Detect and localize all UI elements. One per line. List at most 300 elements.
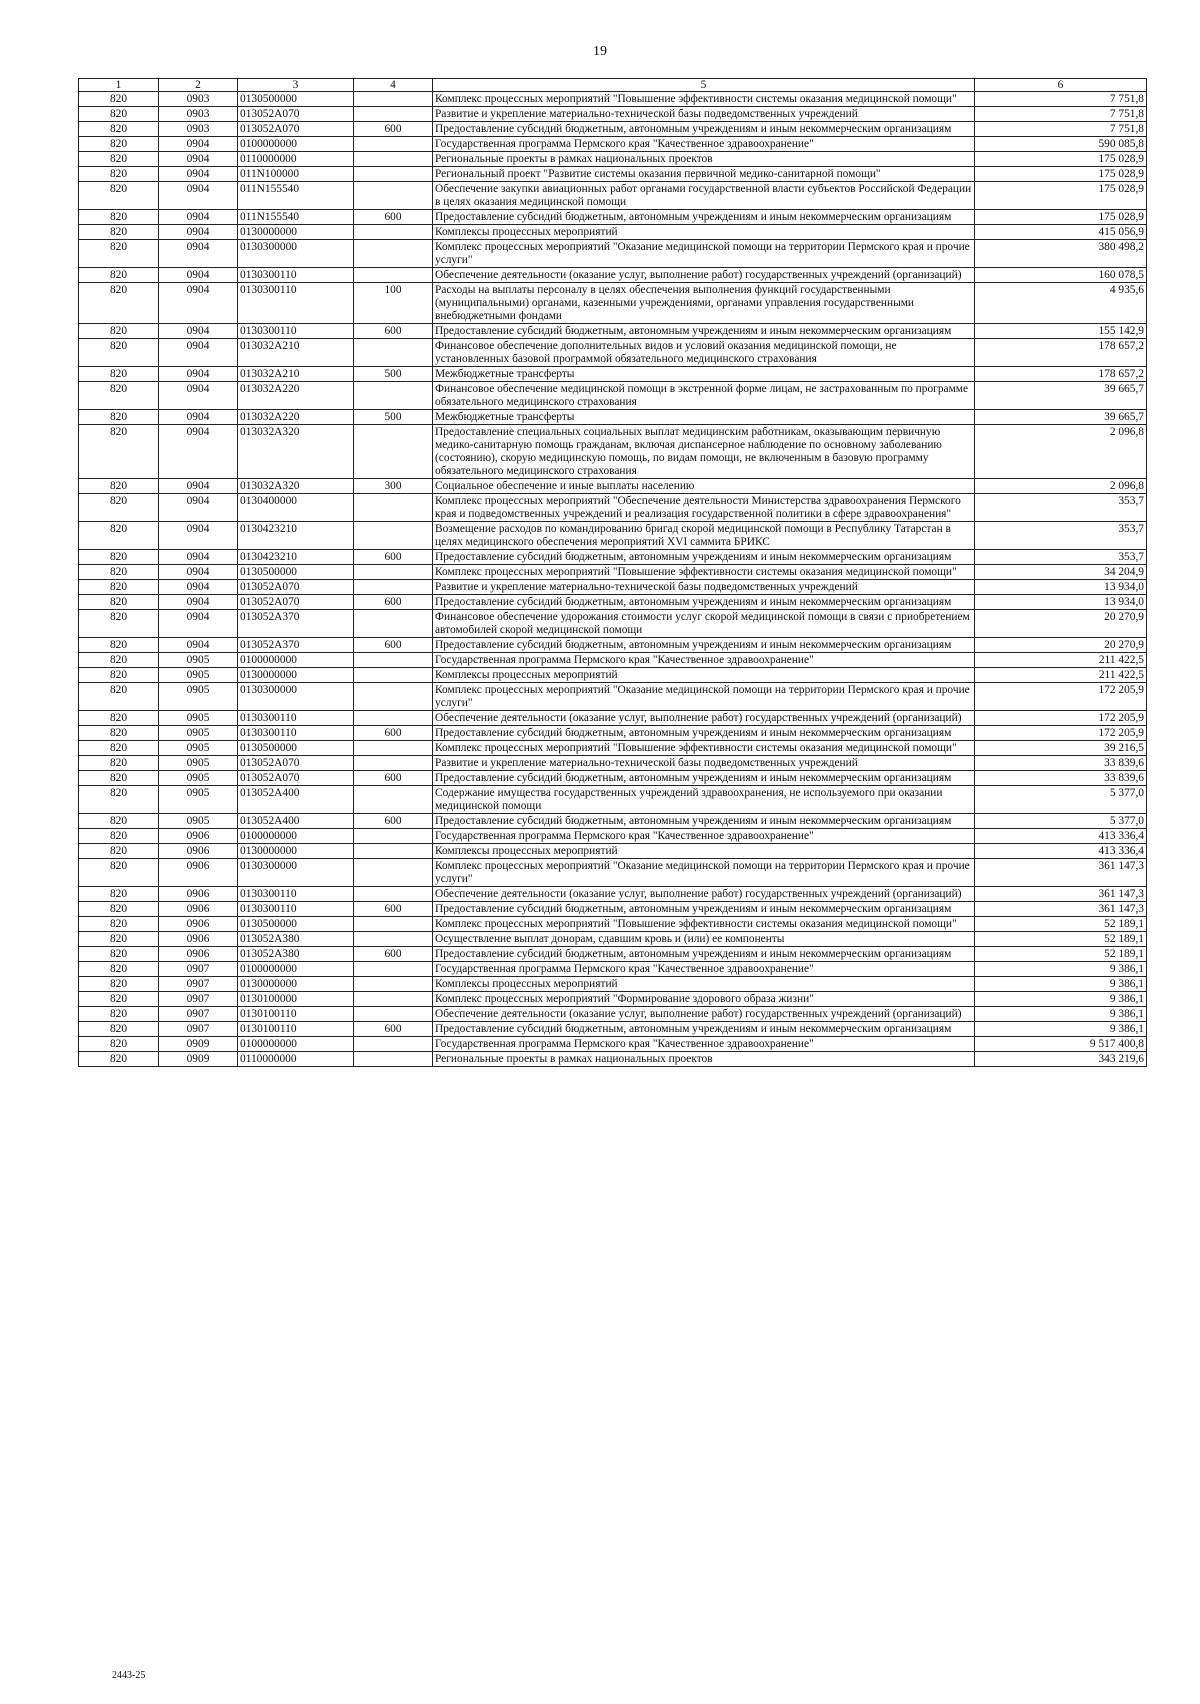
section-code: 0907 bbox=[159, 1007, 238, 1022]
amount: 211 422,5 bbox=[975, 653, 1147, 668]
ministry-code: 820 bbox=[79, 902, 159, 917]
table-row bbox=[79, 580, 1147, 595]
amount: 52 189,1 bbox=[975, 932, 1147, 947]
amount: 353,7 bbox=[975, 494, 1147, 522]
ministry-code: 820 bbox=[79, 771, 159, 786]
target-article-code: 0130500000 bbox=[238, 741, 354, 756]
item-name: Комплекс процессных мероприятий "Повышение эффективности системы оказания медицинской помощи" bbox=[433, 741, 975, 756]
section-code: 0904 bbox=[159, 283, 238, 324]
ministry-code: 820 bbox=[79, 107, 159, 122]
ministry-code: 820 bbox=[79, 1052, 159, 1067]
table-row bbox=[79, 726, 1147, 741]
target-article-code: 0100000000 bbox=[238, 653, 354, 668]
section-code: 0907 bbox=[159, 1022, 238, 1037]
amount: 172 205,9 bbox=[975, 726, 1147, 741]
table-row bbox=[79, 479, 1147, 494]
ministry-code: 820 bbox=[79, 683, 159, 711]
item-name: Предоставление субсидий бюджетным, автономным учреждениям и иным некоммерческим организациям bbox=[433, 902, 975, 917]
table-row bbox=[79, 947, 1147, 962]
item-name: Осуществление выплат донорам, сдавшим кровь и (или) ее компоненты bbox=[433, 932, 975, 947]
item-name: Предоставление субсидий бюджетным, автономным учреждениям и иным некоммерческим организациям bbox=[433, 122, 975, 137]
section-code: 0904 bbox=[159, 580, 238, 595]
ministry-code: 820 bbox=[79, 225, 159, 240]
item-name: Расходы на выплаты персоналу в целях обеспечения выполнения функций государственными (муниципальными) органами, казенными учреждениями, органами управления государственными внебюджетными фондами bbox=[433, 283, 975, 324]
table-row bbox=[79, 1052, 1147, 1067]
target-article-code: 0130300000 bbox=[238, 859, 354, 887]
target-article-code: 013052A370 bbox=[238, 638, 354, 653]
ministry-code: 820 bbox=[79, 595, 159, 610]
target-article-code: 0130300110 bbox=[238, 324, 354, 339]
ministry-code: 820 bbox=[79, 932, 159, 947]
item-name: Развитие и укрепление материально-технической базы подведомственных учреждений bbox=[433, 580, 975, 595]
item-name: Межбюджетные трансферты bbox=[433, 410, 975, 425]
ministry-code: 820 bbox=[79, 92, 159, 107]
item-name: Социальное обеспечение и иные выплаты населению bbox=[433, 479, 975, 494]
section-code: 0906 bbox=[159, 844, 238, 859]
amount: 13 934,0 bbox=[975, 595, 1147, 610]
item-name: Государственная программа Пермского края "Качественное здравоохранение" bbox=[433, 653, 975, 668]
expense-type-code bbox=[354, 887, 433, 902]
item-name: Предоставление субсидий бюджетным, автономным учреждениям и иным некоммерческим организациям bbox=[433, 947, 975, 962]
section-code: 0904 bbox=[159, 410, 238, 425]
ministry-code: 820 bbox=[79, 638, 159, 653]
expense-type-code bbox=[354, 917, 433, 932]
section-code: 0906 bbox=[159, 829, 238, 844]
expense-type-code bbox=[354, 107, 433, 122]
ministry-code: 820 bbox=[79, 610, 159, 638]
column-header: 5 bbox=[433, 79, 975, 92]
table-row bbox=[79, 668, 1147, 683]
ministry-code: 820 bbox=[79, 653, 159, 668]
table-row bbox=[79, 283, 1147, 324]
expense-type-code bbox=[354, 240, 433, 268]
amount: 33 839,6 bbox=[975, 771, 1147, 786]
item-name: Предоставление специальных социальных выплат медицинским работникам, оказывающим первичную медико-санитарную помощь гражданам, включая диспансерное наблюдение по основному заболеванию (состоянию), скорую медицинскую помощь, по видам помощи, не включенным в базовую программу обязательного медицинского страхования bbox=[433, 425, 975, 479]
expense-type-code bbox=[354, 339, 433, 367]
target-article-code: 013032A220 bbox=[238, 382, 354, 410]
target-article-code: 013032A210 bbox=[238, 339, 354, 367]
section-code: 0904 bbox=[159, 324, 238, 339]
ministry-code: 820 bbox=[79, 367, 159, 382]
ministry-code: 820 bbox=[79, 829, 159, 844]
item-name: Региональные проекты в рамках национальных проектов bbox=[433, 152, 975, 167]
amount: 413 336,4 bbox=[975, 829, 1147, 844]
expense-type-code: 600 bbox=[354, 210, 433, 225]
item-name: Региональные проекты в рамках национальных проектов bbox=[433, 1052, 975, 1067]
amount: 2 096,8 bbox=[975, 425, 1147, 479]
target-article-code: 0130500000 bbox=[238, 92, 354, 107]
table-row bbox=[79, 595, 1147, 610]
expense-type-code: 600 bbox=[354, 324, 433, 339]
table-row bbox=[79, 122, 1147, 137]
amount: 155 142,9 bbox=[975, 324, 1147, 339]
item-name: Финансовое обеспечение дополнительных видов и условий оказания медицинской помощи, не установленных базовой программой обязательного медицинского страхования bbox=[433, 339, 975, 367]
column-header: 6 bbox=[975, 79, 1147, 92]
expense-type-code bbox=[354, 1052, 433, 1067]
amount: 9 386,1 bbox=[975, 977, 1147, 992]
item-name: Государственная программа Пермского края "Качественное здравоохранение" bbox=[433, 962, 975, 977]
item-name: Комплекс процессных мероприятий "Оказание медицинской помощи на территории Пермского края и прочие услуги" bbox=[433, 859, 975, 887]
expense-type-code bbox=[354, 580, 433, 595]
section-code: 0905 bbox=[159, 814, 238, 829]
table-row bbox=[79, 814, 1147, 829]
item-name: Комплексы процессных мероприятий bbox=[433, 977, 975, 992]
expense-type-code bbox=[354, 425, 433, 479]
ministry-code: 820 bbox=[79, 1022, 159, 1037]
target-article-code: 013052A070 bbox=[238, 771, 354, 786]
expense-type-code bbox=[354, 962, 433, 977]
table-row bbox=[79, 92, 1147, 107]
table-row bbox=[79, 771, 1147, 786]
target-article-code: 013032A220 bbox=[238, 410, 354, 425]
target-article-code: 0130500000 bbox=[238, 565, 354, 580]
amount: 353,7 bbox=[975, 522, 1147, 550]
ministry-code: 820 bbox=[79, 977, 159, 992]
section-code: 0904 bbox=[159, 638, 238, 653]
expense-type-code bbox=[354, 683, 433, 711]
item-name: Комплекс процессных мероприятий "Обеспечение деятельности Министерства здравоохранения Пермского края и подведомственных учреждений и реализация государственной политики в сфере здравоохранения" bbox=[433, 494, 975, 522]
amount: 590 085,8 bbox=[975, 137, 1147, 152]
amount: 9 386,1 bbox=[975, 1022, 1147, 1037]
expense-type-code bbox=[354, 610, 433, 638]
section-code: 0904 bbox=[159, 522, 238, 550]
table-row bbox=[79, 1007, 1147, 1022]
ministry-code: 820 bbox=[79, 711, 159, 726]
amount: 9 386,1 bbox=[975, 962, 1147, 977]
ministry-code: 820 bbox=[79, 859, 159, 887]
section-code: 0905 bbox=[159, 668, 238, 683]
amount: 5 377,0 bbox=[975, 786, 1147, 814]
column-header: 3 bbox=[238, 79, 354, 92]
target-article-code: 011N100000 bbox=[238, 167, 354, 182]
amount: 33 839,6 bbox=[975, 756, 1147, 771]
expense-type-code bbox=[354, 844, 433, 859]
table-row bbox=[79, 137, 1147, 152]
amount: 172 205,9 bbox=[975, 683, 1147, 711]
section-code: 0906 bbox=[159, 947, 238, 962]
ministry-code: 820 bbox=[79, 962, 159, 977]
amount: 361 147,3 bbox=[975, 887, 1147, 902]
item-name: Финансовое обеспечение медицинской помощи в экстренной форме лицам, не застрахованным по программе обязательного медицинского страхования bbox=[433, 382, 975, 410]
item-name: Государственная программа Пермского края "Качественное здравоохранение" bbox=[433, 829, 975, 844]
amount: 20 270,9 bbox=[975, 610, 1147, 638]
ministry-code: 820 bbox=[79, 425, 159, 479]
item-name: Комплекс процессных мероприятий "Повышение эффективности системы оказания медицинской помощи" bbox=[433, 565, 975, 580]
section-code: 0906 bbox=[159, 859, 238, 887]
target-article-code: 0130300000 bbox=[238, 683, 354, 711]
item-name: Развитие и укрепление материально-технической базы подведомственных учреждений bbox=[433, 756, 975, 771]
amount: 39 216,5 bbox=[975, 741, 1147, 756]
table-row bbox=[79, 887, 1147, 902]
table-row bbox=[79, 550, 1147, 565]
expense-type-code: 500 bbox=[354, 410, 433, 425]
target-article-code: 0130423210 bbox=[238, 550, 354, 565]
ministry-code: 820 bbox=[79, 550, 159, 565]
expense-type-code: 500 bbox=[354, 367, 433, 382]
ministry-code: 820 bbox=[79, 137, 159, 152]
table-row bbox=[79, 932, 1147, 947]
item-name: Комплексы процессных мероприятий bbox=[433, 225, 975, 240]
table-row bbox=[79, 367, 1147, 382]
target-article-code: 0130500000 bbox=[238, 917, 354, 932]
target-article-code: 0130100000 bbox=[238, 992, 354, 1007]
expense-type-code bbox=[354, 1007, 433, 1022]
section-code: 0904 bbox=[159, 610, 238, 638]
target-article-code: 013052A400 bbox=[238, 814, 354, 829]
amount: 39 665,7 bbox=[975, 410, 1147, 425]
amount: 172 205,9 bbox=[975, 711, 1147, 726]
section-code: 0909 bbox=[159, 1037, 238, 1052]
target-article-code: 013052A380 bbox=[238, 932, 354, 947]
expense-type-code bbox=[354, 786, 433, 814]
table-row bbox=[79, 167, 1147, 182]
table-row bbox=[79, 425, 1147, 479]
expense-type-code bbox=[354, 1037, 433, 1052]
section-code: 0904 bbox=[159, 152, 238, 167]
target-article-code: 0130100110 bbox=[238, 1022, 354, 1037]
ministry-code: 820 bbox=[79, 992, 159, 1007]
ministry-code: 820 bbox=[79, 479, 159, 494]
target-article-code: 0130000000 bbox=[238, 225, 354, 240]
column-header: 1 bbox=[79, 79, 159, 92]
item-name: Межбюджетные трансферты bbox=[433, 367, 975, 382]
table-row bbox=[79, 741, 1147, 756]
budget-table bbox=[78, 78, 1147, 1067]
amount: 9 386,1 bbox=[975, 1007, 1147, 1022]
section-code: 0905 bbox=[159, 741, 238, 756]
section-code: 0905 bbox=[159, 771, 238, 786]
expense-type-code bbox=[354, 977, 433, 992]
table-row bbox=[79, 182, 1147, 210]
ministry-code: 820 bbox=[79, 283, 159, 324]
ministry-code: 820 bbox=[79, 122, 159, 137]
ministry-code: 820 bbox=[79, 580, 159, 595]
amount: 343 219,6 bbox=[975, 1052, 1147, 1067]
item-name: Комплекс процессных мероприятий "Повышение эффективности системы оказания медицинской помощи" bbox=[433, 917, 975, 932]
target-article-code: 013032A320 bbox=[238, 479, 354, 494]
item-name: Обеспечение деятельности (оказание услуг, выполнение работ) государственных учреждений (организаций) bbox=[433, 887, 975, 902]
amount: 353,7 bbox=[975, 550, 1147, 565]
expense-type-code bbox=[354, 932, 433, 947]
section-code: 0904 bbox=[159, 225, 238, 240]
amount: 160 078,5 bbox=[975, 268, 1147, 283]
item-name: Предоставление субсидий бюджетным, автономным учреждениям и иным некоммерческим организациям bbox=[433, 638, 975, 653]
section-code: 0904 bbox=[159, 382, 238, 410]
item-name: Обеспечение деятельности (оказание услуг, выполнение работ) государственных учреждений (организаций) bbox=[433, 1007, 975, 1022]
table-row bbox=[79, 382, 1147, 410]
amount: 7 751,8 bbox=[975, 107, 1147, 122]
ministry-code: 820 bbox=[79, 167, 159, 182]
table-row bbox=[79, 1022, 1147, 1037]
target-article-code: 013052A370 bbox=[238, 610, 354, 638]
amount: 380 498,2 bbox=[975, 240, 1147, 268]
table-row bbox=[79, 638, 1147, 653]
section-code: 0904 bbox=[159, 339, 238, 367]
table-row bbox=[79, 210, 1147, 225]
document-code: 2443-25 bbox=[112, 1670, 146, 1681]
section-code: 0905 bbox=[159, 786, 238, 814]
amount: 178 657,2 bbox=[975, 339, 1147, 367]
ministry-code: 820 bbox=[79, 565, 159, 580]
ministry-code: 820 bbox=[79, 668, 159, 683]
table-row bbox=[79, 756, 1147, 771]
ministry-code: 820 bbox=[79, 814, 159, 829]
expense-type-code: 600 bbox=[354, 814, 433, 829]
section-code: 0905 bbox=[159, 756, 238, 771]
amount: 5 377,0 bbox=[975, 814, 1147, 829]
section-code: 0904 bbox=[159, 550, 238, 565]
section-code: 0904 bbox=[159, 182, 238, 210]
amount: 34 204,9 bbox=[975, 565, 1147, 580]
item-name: Региональный проект "Развитие системы оказания первичной медико-санитарной помощи" bbox=[433, 167, 975, 182]
ministry-code: 820 bbox=[79, 756, 159, 771]
expense-type-code bbox=[354, 92, 433, 107]
expense-type-code: 600 bbox=[354, 122, 433, 137]
amount: 9 517 400,8 bbox=[975, 1037, 1147, 1052]
section-code: 0904 bbox=[159, 367, 238, 382]
target-article-code: 013052A400 bbox=[238, 786, 354, 814]
target-article-code: 013052A380 bbox=[238, 947, 354, 962]
target-article-code: 0130423210 bbox=[238, 522, 354, 550]
table-row bbox=[79, 494, 1147, 522]
expense-type-code: 600 bbox=[354, 595, 433, 610]
table-row bbox=[79, 1037, 1147, 1052]
target-article-code: 0130300110 bbox=[238, 902, 354, 917]
target-article-code: 013052A070 bbox=[238, 595, 354, 610]
item-name: Обеспечение закупки авиационных работ органами государственной власти субъектов Российской Федерации в целях оказания медицинской помощи bbox=[433, 182, 975, 210]
table-row bbox=[79, 859, 1147, 887]
expense-type-code bbox=[354, 565, 433, 580]
section-code: 0906 bbox=[159, 902, 238, 917]
table-row bbox=[79, 268, 1147, 283]
item-name: Предоставление субсидий бюджетным, автономным учреждениям и иным некоммерческим организациям bbox=[433, 1022, 975, 1037]
amount: 2 096,8 bbox=[975, 479, 1147, 494]
section-code: 0907 bbox=[159, 962, 238, 977]
target-article-code: 013052A070 bbox=[238, 756, 354, 771]
section-code: 0904 bbox=[159, 494, 238, 522]
section-code: 0906 bbox=[159, 887, 238, 902]
table-row bbox=[79, 225, 1147, 240]
target-article-code: 0100000000 bbox=[238, 1037, 354, 1052]
table-row bbox=[79, 152, 1147, 167]
item-name: Комплекс процессных мероприятий "Формирование здорового образа жизни" bbox=[433, 992, 975, 1007]
item-name: Предоставление субсидий бюджетным, автономным учреждениям и иным некоммерческим организациям bbox=[433, 771, 975, 786]
expense-type-code bbox=[354, 711, 433, 726]
target-article-code: 013052A070 bbox=[238, 122, 354, 137]
table-row bbox=[79, 683, 1147, 711]
ministry-code: 820 bbox=[79, 522, 159, 550]
table-row bbox=[79, 902, 1147, 917]
item-name: Предоставление субсидий бюджетным, автономным учреждениям и иным некоммерческим организациям bbox=[433, 814, 975, 829]
table-body bbox=[79, 92, 1147, 1067]
target-article-code: 0100000000 bbox=[238, 137, 354, 152]
target-article-code: 0130300110 bbox=[238, 268, 354, 283]
item-name: Комплекс процессных мероприятий "Повышение эффективности системы оказания медицинской помощи" bbox=[433, 92, 975, 107]
amount: 7 751,8 bbox=[975, 92, 1147, 107]
section-code: 0904 bbox=[159, 565, 238, 580]
table-row bbox=[79, 917, 1147, 932]
section-code: 0904 bbox=[159, 425, 238, 479]
target-article-code: 011N155540 bbox=[238, 182, 354, 210]
ministry-code: 820 bbox=[79, 410, 159, 425]
table-row bbox=[79, 653, 1147, 668]
ministry-code: 820 bbox=[79, 786, 159, 814]
amount: 13 934,0 bbox=[975, 580, 1147, 595]
amount: 415 056,9 bbox=[975, 225, 1147, 240]
target-article-code: 0100000000 bbox=[238, 829, 354, 844]
ministry-code: 820 bbox=[79, 210, 159, 225]
ministry-code: 820 bbox=[79, 494, 159, 522]
ministry-code: 820 bbox=[79, 917, 159, 932]
section-code: 0904 bbox=[159, 595, 238, 610]
table-row bbox=[79, 324, 1147, 339]
page-number: 19 bbox=[593, 44, 607, 59]
section-code: 0904 bbox=[159, 167, 238, 182]
amount: 175 028,9 bbox=[975, 210, 1147, 225]
ministry-code: 820 bbox=[79, 339, 159, 367]
table-row bbox=[79, 410, 1147, 425]
amount: 175 028,9 bbox=[975, 182, 1147, 210]
ministry-code: 820 bbox=[79, 1007, 159, 1022]
expense-type-code bbox=[354, 137, 433, 152]
item-name: Предоставление субсидий бюджетным, автономным учреждениям и иным некоммерческим организациям bbox=[433, 550, 975, 565]
item-name: Финансовое обеспечение удорожания стоимости услуг скорой медицинской помощи в связи с приобретением автомобилей скорой медицинской помощи bbox=[433, 610, 975, 638]
section-code: 0905 bbox=[159, 683, 238, 711]
item-name: Комплекс процессных мероприятий "Оказание медицинской помощи на территории Пермского края и прочие услуги" bbox=[433, 240, 975, 268]
target-article-code: 0130300110 bbox=[238, 283, 354, 324]
ministry-code: 820 bbox=[79, 182, 159, 210]
expense-type-code bbox=[354, 756, 433, 771]
target-article-code: 013052A070 bbox=[238, 580, 354, 595]
section-code: 0906 bbox=[159, 917, 238, 932]
item-name: Комплексы процессных мероприятий bbox=[433, 844, 975, 859]
target-article-code: 0130300000 bbox=[238, 240, 354, 268]
ministry-code: 820 bbox=[79, 382, 159, 410]
table-row bbox=[79, 786, 1147, 814]
target-article-code: 0130100110 bbox=[238, 1007, 354, 1022]
item-name: Предоставление субсидий бюджетным, автономным учреждениям и иным некоммерческим организациям bbox=[433, 595, 975, 610]
target-article-code: 0110000000 bbox=[238, 152, 354, 167]
amount: 211 422,5 bbox=[975, 668, 1147, 683]
item-name: Предоставление субсидий бюджетным, автономным учреждениям и иным некоммерческим организациям bbox=[433, 210, 975, 225]
item-name: Государственная программа Пермского края "Качественное здравоохранение" bbox=[433, 1037, 975, 1052]
column-header: 4 bbox=[354, 79, 433, 92]
target-article-code: 0130000000 bbox=[238, 977, 354, 992]
target-article-code: 0130000000 bbox=[238, 668, 354, 683]
ministry-code: 820 bbox=[79, 268, 159, 283]
item-name: Комплексы процессных мероприятий bbox=[433, 668, 975, 683]
amount: 4 935,6 bbox=[975, 283, 1147, 324]
table-row bbox=[79, 977, 1147, 992]
expense-type-code bbox=[354, 653, 433, 668]
target-article-code: 0130300110 bbox=[238, 711, 354, 726]
section-code: 0904 bbox=[159, 210, 238, 225]
amount: 175 028,9 bbox=[975, 152, 1147, 167]
expense-type-code bbox=[354, 741, 433, 756]
section-code: 0909 bbox=[159, 1052, 238, 1067]
expense-type-code bbox=[354, 167, 433, 182]
section-code: 0906 bbox=[159, 932, 238, 947]
table-row bbox=[79, 565, 1147, 580]
amount: 9 386,1 bbox=[975, 992, 1147, 1007]
item-name: Обеспечение деятельности (оказание услуг, выполнение работ) государственных учреждений (организаций) bbox=[433, 711, 975, 726]
item-name: Предоставление субсидий бюджетным, автономным учреждениям и иным некоммерческим организациям bbox=[433, 324, 975, 339]
table-row bbox=[79, 844, 1147, 859]
target-article-code: 0130300110 bbox=[238, 887, 354, 902]
section-code: 0907 bbox=[159, 992, 238, 1007]
expense-type-code bbox=[354, 494, 433, 522]
amount: 178 657,2 bbox=[975, 367, 1147, 382]
